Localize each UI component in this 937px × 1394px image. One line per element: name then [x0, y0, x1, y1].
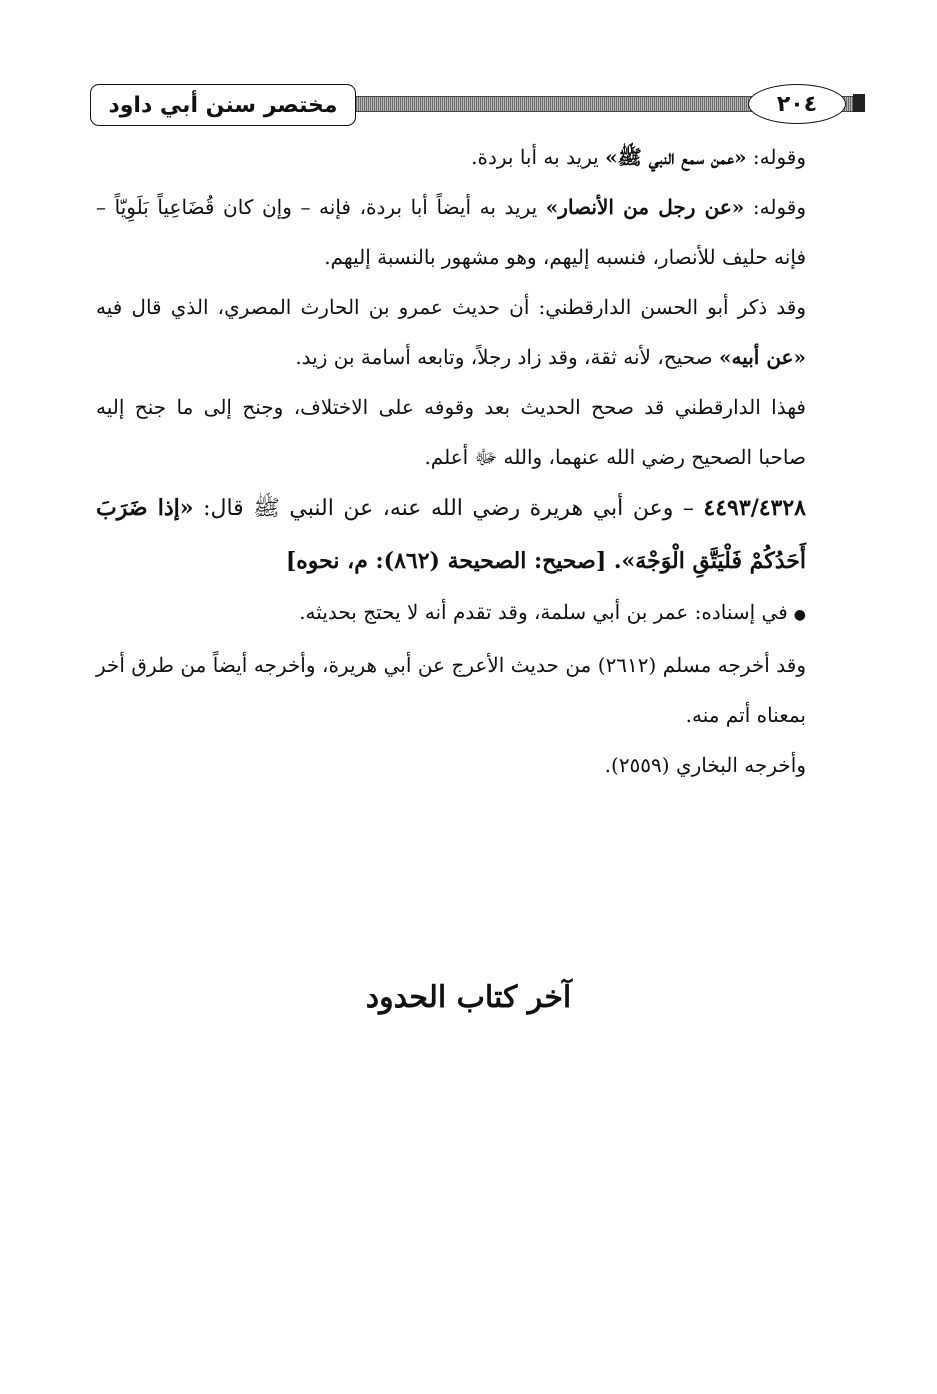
- paragraph-2-lead: وقوله:: [744, 195, 807, 219]
- header-band-end-mark: [853, 94, 865, 112]
- hadith-grading: [صحيح: الصحيحة (٨٦٢): م، نحوه]: [285, 548, 614, 574]
- paragraph-3-quote: «عن أبيه»: [718, 345, 806, 369]
- book-title: مختصر سنن أبي داود: [90, 84, 356, 126]
- paragraph-1-tail: يريد به أبا بردة.: [471, 145, 606, 169]
- paragraph-1-quote: «عمن سمع النبي ﷺ»: [605, 145, 747, 169]
- bullet-note: [96, 587, 864, 640]
- bullet-note-text: في إسناده: عمر بن أبي سلمة، وقد تقدم أنه لا يحتج بحديثه.: [299, 600, 788, 624]
- page-number: ٢٠٤: [748, 84, 846, 124]
- paragraph-3: [96, 282, 864, 382]
- page-header: [90, 80, 865, 128]
- paragraph-5: وقد أخرجه مسلم (٢٦١٢) من حديث الأعرج عن أبي هريرة، وأخرجه أيضاً من طرق أخر بمعناه أتم منه.: [96, 653, 806, 727]
- bullet-icon: ●: [793, 607, 806, 623]
- paragraph-6: وأخرجه البخاري (٢٥٥٩).: [604, 753, 806, 777]
- hadith-text: «إذا ضَرَبَ أَحَدُكُمْ فَلْيَتَّقِ الْوَجْهَ».: [96, 495, 806, 574]
- paragraph-2-quote: «عن رجل من الأنصار»: [545, 195, 745, 219]
- hadith-chain: – وعن أبي هريرة رضي الله عنه، عن النبي ﷺ قال:: [193, 496, 704, 521]
- paragraph-3-tail: صحيح، لأنه ثقة، وقد زاد رجلاً، وتابعه أسامة بن زيد.: [295, 345, 719, 369]
- paragraph-2-tail: يريد به أيضاً أبا بردة، فإنه – وإن كان قُضَاعِياً بَلَوِيّاً – فإنه حليف للأنصار، فنسبه إليهم، وهو مشهور بالنسبة إليهم.: [96, 195, 806, 269]
- paragraph-1-lead: وقوله:: [746, 145, 806, 169]
- paragraph-1: [96, 132, 864, 182]
- section-closing-title: آخر كتاب الحدود: [365, 980, 572, 1015]
- paragraph-4: فهذا الدارقطني قد صحح الحديث بعد وقوفه على الاختلاف، وجنح إلى ما جنح إليه صاحبا الصحيح رضي الله عنهما، والله ﷻ أعلم.: [96, 395, 806, 469]
- paragraph-3-lead: وقد ذكر أبو الحسن الدارقطني: أن حديث عمرو بن الحارث المصري، الذي قال فيه: [96, 295, 806, 319]
- page-body: [96, 132, 864, 790]
- paragraph-2: [96, 182, 864, 282]
- hadith-number: ٤٤٩٣/٤٣٢٨: [703, 495, 806, 521]
- hadith-entry: [96, 482, 864, 587]
